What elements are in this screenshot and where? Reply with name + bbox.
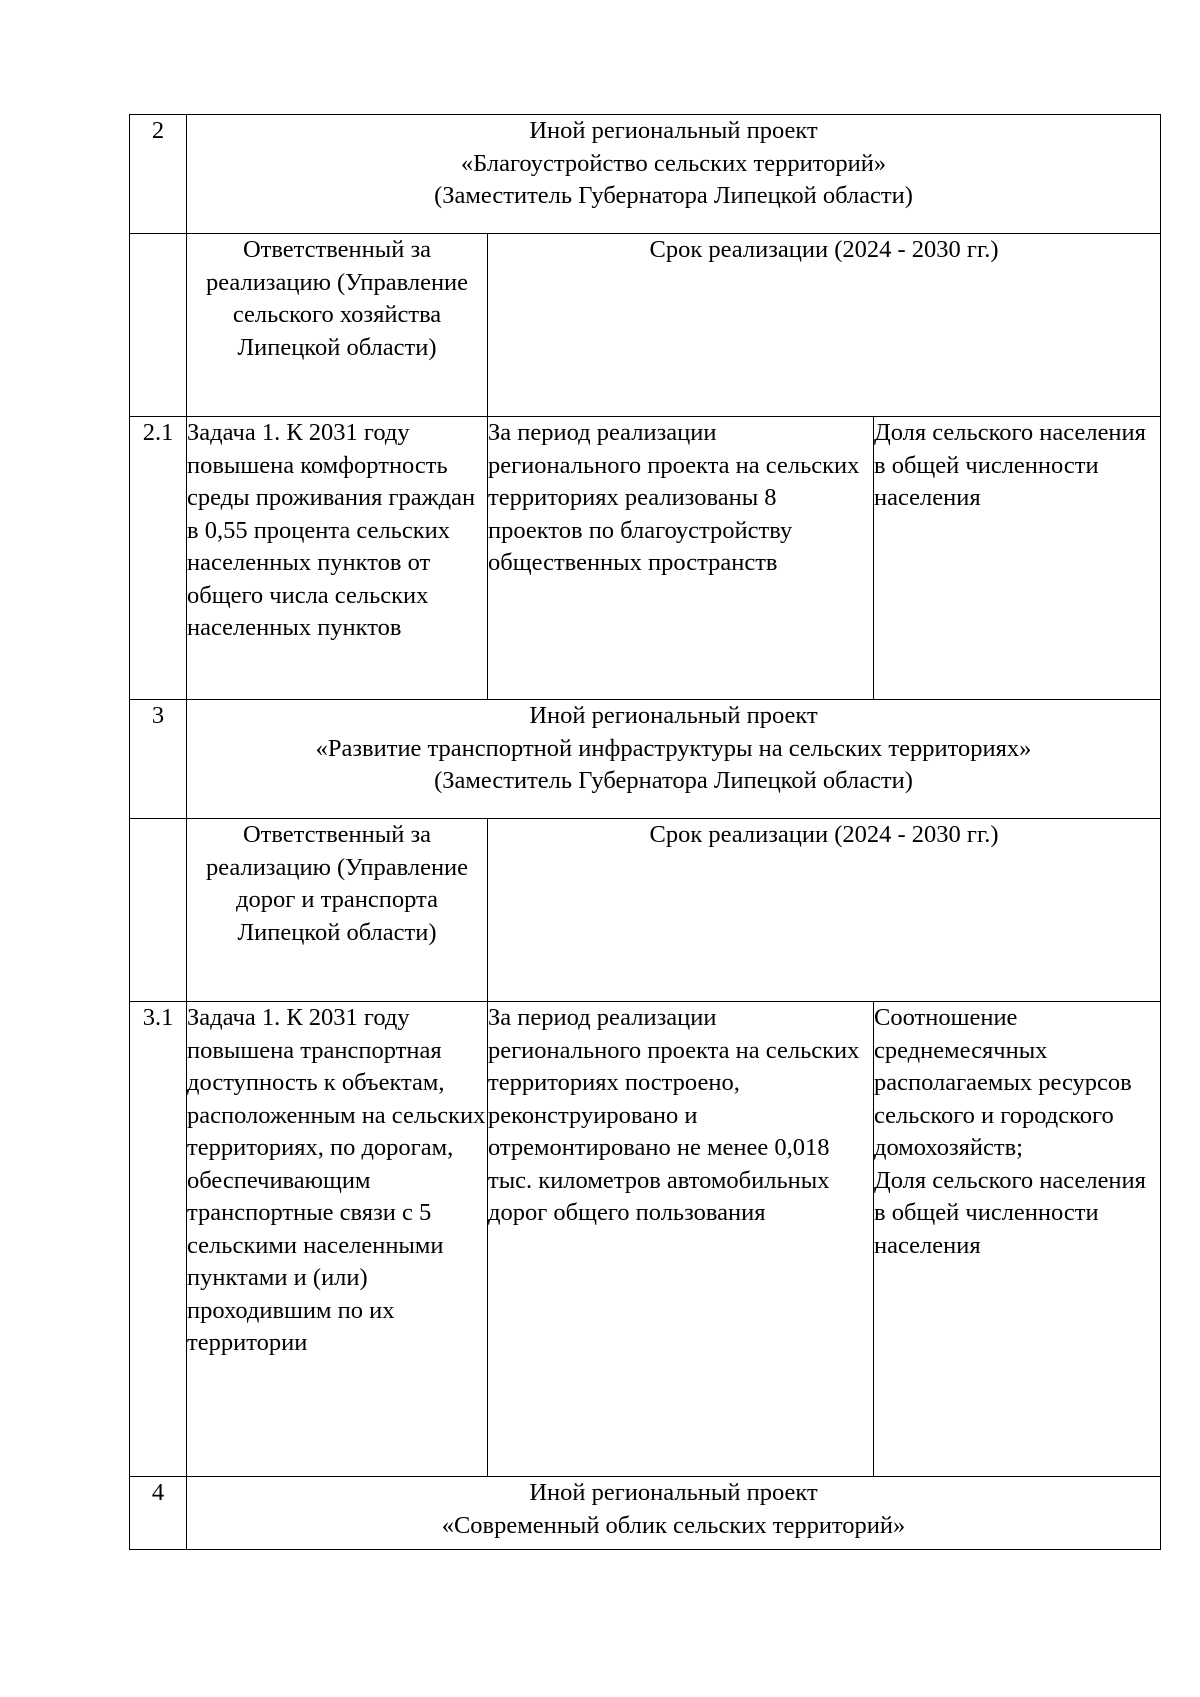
task-cell: Задача 1. К 2031 году повышена транспортная доступность к объектам, расположенным на сельских территориях, по дорогам, обеспечивающим транспортные связи с 5 сельскими населенными пунктами и (или) проходившим по их территории [187,1002,488,1477]
project-header [187,115,1161,234]
project-type: Иной региональный проект [529,702,818,729]
empty-cell [130,234,187,417]
responsible-cell: Ответственный за реализацию (Управление сельского хозяйства Липецкой области) [187,234,488,417]
responsible-cell: Ответственный за реализацию (Управление дорог и транспорта Липецкой области) [187,819,488,1002]
row-number: 2.1 [130,417,187,700]
empty-cell [130,819,187,1002]
table-row [130,234,1161,417]
project-name: «Развитие транспортной инфраструктуры на сельских территориях» [315,734,1032,762]
project-type: Иной региональный проект [529,1479,818,1506]
project-header [187,1477,1161,1550]
project-table [129,114,1161,1550]
term-cell: Срок реализации (2024 - 2030 гг.) [488,819,1161,1002]
table-row [130,417,1161,700]
row-number: 3.1 [130,1002,187,1477]
table-row [130,819,1161,1002]
project-header [187,700,1161,819]
row-number: 3 [130,700,187,819]
term-cell: Срок реализации (2024 - 2030 гг.) [488,234,1161,417]
row-number: 4 [130,1477,187,1550]
result-cell: За период реализации регионального проекта на сельских территориях построено, реконструировано и отремонтировано не менее 0,018 тыс. километров автомобильных дорог общего пользования [488,1002,874,1477]
indicator-text-2: Доля сельского населения в общей численности населения [874,1166,1146,1259]
indicator-cell [874,1002,1161,1477]
table-row [130,1002,1161,1477]
project-curator: (Заместитель Губернатора Липецкой области) [434,182,913,209]
result-cell: За период реализации регионального проекта на сельских территориях реализованы 8 проектов по благоустройству общественных пространств [488,417,874,700]
task-cell: Задача 1. К 2031 году повышена комфортность среды проживания граждан в 0,55 процента сельских населенных пунктов от общего числа сельских населенных пунктов [187,417,488,700]
project-name: «Современный облик сельских территорий» [441,1511,906,1539]
table-row [130,1477,1161,1550]
table-row [130,700,1161,819]
project-name: «Благоустройство сельских территорий» [460,149,887,177]
row-number: 2 [130,115,187,234]
table-row [130,115,1161,234]
project-type: Иной региональный проект [529,117,818,144]
indicator-text-1: Соотношение среднемесячных располагаемых ресурсов сельского и городского домохозяйств; [874,1004,1132,1161]
indicator-cell: Доля сельского населения в общей численности населения [874,417,1161,700]
project-curator: (Заместитель Губернатора Липецкой области) [434,767,913,794]
